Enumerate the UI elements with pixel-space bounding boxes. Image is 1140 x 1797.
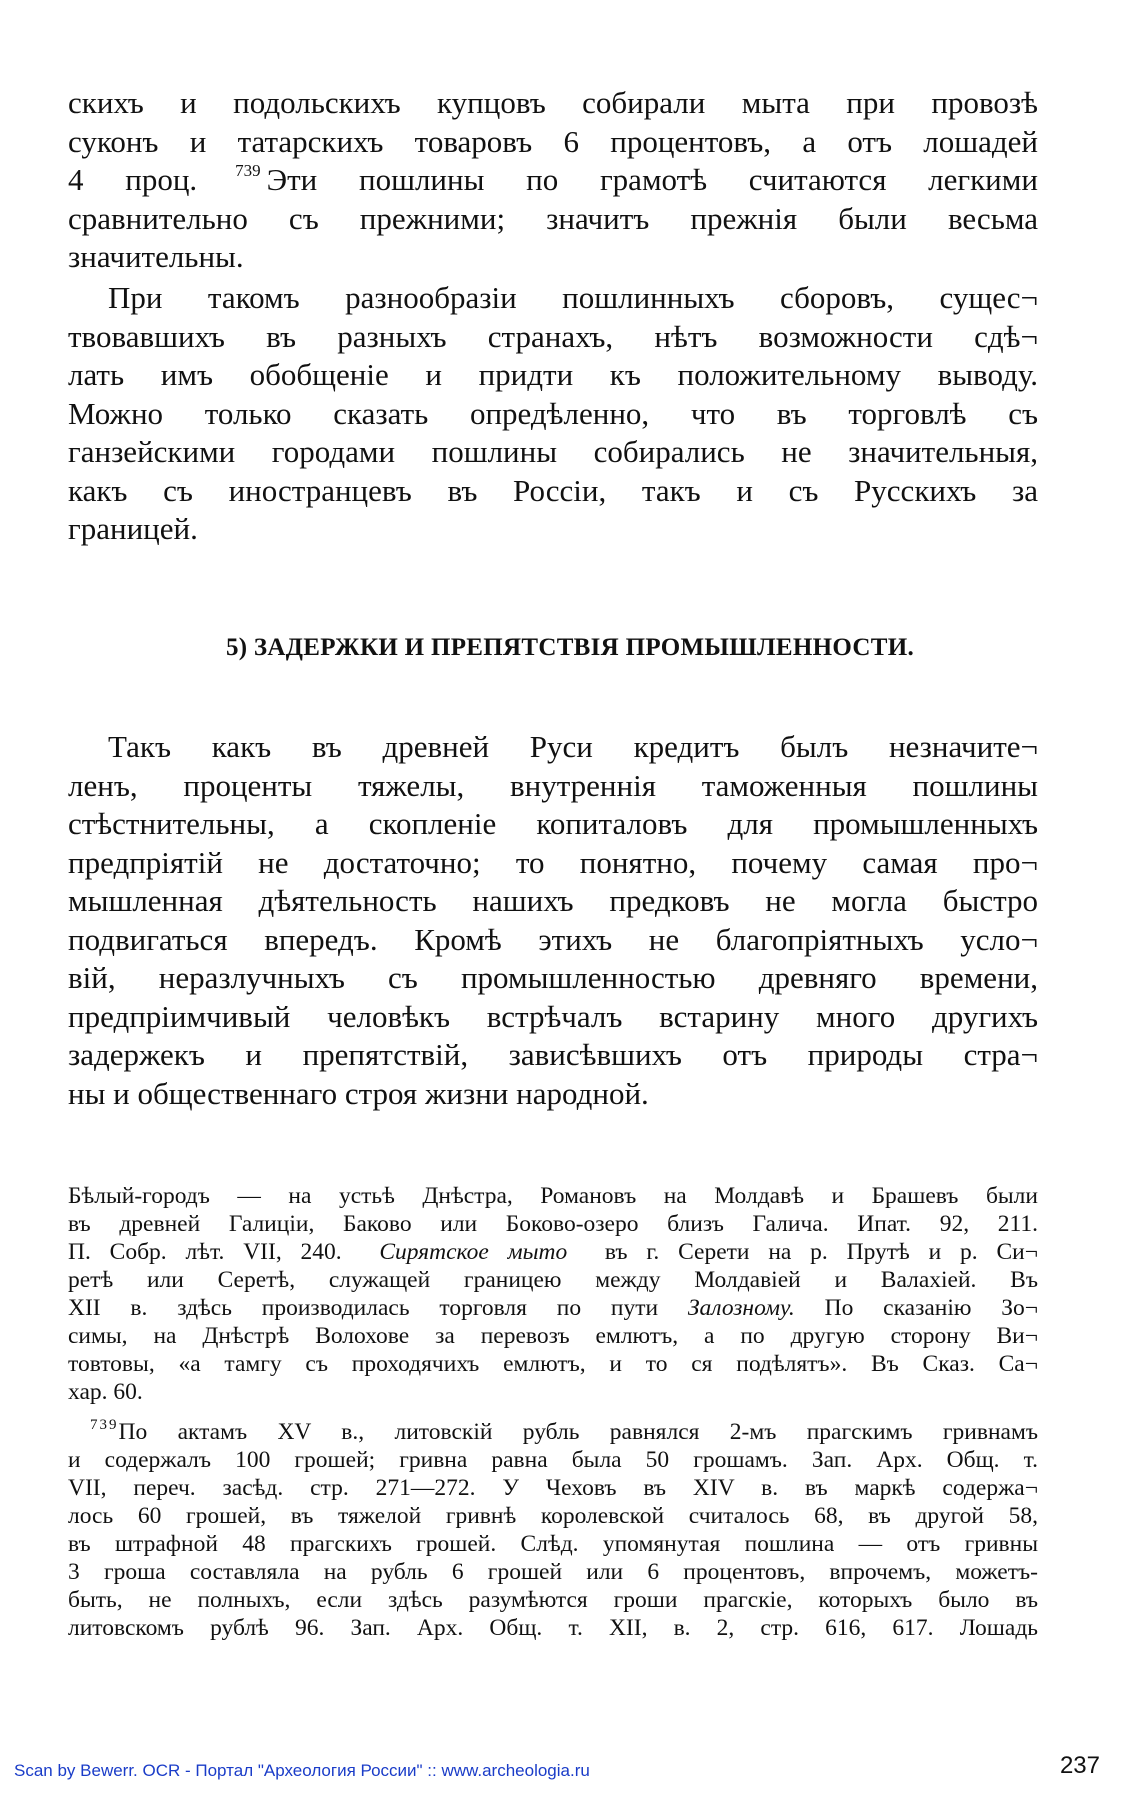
- text-segment: По сказанію Зо¬: [824, 1295, 1039, 1321]
- text-line: При такомъ разнообразіи пошлинныхъ сборовъ, сущес¬: [108, 280, 1038, 315]
- footnote-line: и содержалъ 100 грошей; гривна равна была 50 грошамъ. Зап. Арх. Общ. т.: [68, 1447, 1038, 1473]
- text-line: стѣстнительны, а скопленіе копиталовъ для промышленныхъ: [68, 806, 1038, 841]
- text-line: [68, 161, 1038, 200]
- text-line: суконъ и татарскихъ товаровъ 6 процентовъ, а отъ лошадей: [68, 123, 1038, 159]
- text-line: предпріятій не достаточно; то понятно, почему самая про¬: [68, 844, 1038, 880]
- text-line: значительны.: [68, 239, 244, 274]
- text-segment: По актамъ XV в., литовскій рубль равнялся 2-мъ прагскимъ гривнамъ: [118, 1419, 1038, 1445]
- italic-term: Залозному.: [687, 1295, 795, 1321]
- footnote-line: ретѣ или Серетѣ, служащей границею между Молдавіей и Валахіей. Въ: [68, 1267, 1038, 1293]
- text-line: подвигаться впередъ. Кромѣ этихъ не благопріятныхъ усло¬: [68, 921, 1038, 957]
- footnote-738: [68, 1182, 1038, 1406]
- text-line: твовавшихъ въ разныхъ странахъ, нѣтъ возможности сдѣ¬: [68, 318, 1038, 354]
- text-segment: Эти пошлины по грамотѣ считаются легкими: [266, 162, 1038, 197]
- text-line: границей.: [68, 511, 198, 546]
- paragraph: [68, 279, 1038, 549]
- text-line: вій, неразлучныхъ съ промышленностью древняго времени,: [68, 960, 1038, 995]
- paragraph: [68, 728, 1038, 1113]
- footnote-line: симы, на Днѣстрѣ Волохове за перевозъ емлютъ, а по другую сторону Ви¬: [68, 1323, 1038, 1349]
- text-line: лать имъ обобщеніе и придти къ положительному выводу.: [68, 357, 1038, 392]
- text-line: сравнительно съ прежними; значитъ прежнія были весьма: [68, 200, 1038, 236]
- text-segment: въ г. Серети на р. Прутѣ и р. Си¬: [604, 1239, 1038, 1265]
- text-line: Такъ какъ въ древней Руси кредитъ былъ незначите¬: [108, 729, 1038, 764]
- footnote-line: Бѣлый-городъ — на устьѣ Днѣстра, Романовъ на Молдавѣ и Брашевъ были: [68, 1183, 1038, 1209]
- footnote-line: быть, не полныхъ, если здѣсь разумѣются гроши прагскіе, которыхъ было въ: [68, 1587, 1038, 1613]
- page-number: 237: [1059, 1752, 1100, 1779]
- text-line: ганзейскими городами пошлины собирались не значительныя,: [68, 434, 1038, 469]
- text-line: Можно только сказать опредѣленно, что въ торговлѣ съ: [68, 395, 1038, 431]
- paragraph-continuation: [68, 84, 1038, 277]
- text-segment: XII в. здѣсь производилась торговля по пути: [68, 1295, 659, 1321]
- text-segment: П. Собр. лѣт. VII, 240.: [68, 1239, 342, 1265]
- footnote-line: [68, 1418, 1038, 1446]
- footnote-marker: 739: [90, 1417, 119, 1433]
- footnote-line: 3 гроша составляла на рубль 6 грошей или 6 процентовъ, впрочемъ, можетъ-: [68, 1559, 1038, 1585]
- italic-term: Сирятское мыто: [379, 1239, 568, 1265]
- footnote-739: [68, 1418, 1038, 1642]
- text-line: ленъ, проценты тяжелы, внутреннія таможенныя пошлины: [68, 767, 1038, 803]
- text-line: предпріимчивый человѣкъ встрѣчалъ встарину много другихъ: [68, 998, 1038, 1034]
- text-line: задержекъ и препятствій, зависѣвшихъ отъ природы стра¬: [68, 1037, 1038, 1072]
- footnote-ref-739: 739: [235, 161, 261, 180]
- footnote-line: въ штрафной 48 прагскихъ грошей. Слѣд. упомянутая пошлина — отъ гривны: [68, 1531, 1038, 1557]
- section-heading: 5) ЗАДЕРЖКИ И ПРЕПЯТСТВІЯ ПРОМЫШЛЕННОСТИ.: [225, 634, 915, 661]
- footnote-line: товтовы, «а тамгу съ проходячихъ емлютъ, и то ся подѣлятъ». Въ Сказ. Са¬: [68, 1351, 1038, 1377]
- text-line: скихъ и подольскихъ купцовъ собирали мыта при провозѣ: [68, 85, 1038, 120]
- footnote-line: [68, 1294, 1038, 1322]
- text-line: какъ съ иностранцевъ въ Россіи, такъ и съ Русскихъ за: [68, 472, 1038, 508]
- footnote-line: литовскомъ рублѣ 96. Зап. Арх. Общ. т. XII, в. 2, стр. 616, 617. Лошадь: [68, 1615, 1038, 1641]
- footnote-line: хар. 60.: [68, 1379, 143, 1405]
- text-line: мышленная дѣятельность нашихъ предковъ не могла быстро: [68, 883, 1038, 918]
- footnote-line: въ древней Галиціи, Баково или Боково-озеро близъ Галича. Ипат. 92, 211.: [68, 1211, 1038, 1237]
- text-segment: 4 проц.: [68, 162, 198, 197]
- footnote-line: VII, переч. засѣд. стр. 271—272. У Чеховъ въ XIV в. въ маркѣ содержа¬: [68, 1475, 1038, 1501]
- footnote-line: [68, 1238, 1038, 1266]
- text-line: ны и общественнаго строя жизни народной.: [68, 1075, 649, 1111]
- scan-credit-link[interactable]: Scan by Bewerr. OCR - Портал "Археология России" :: www.archeologia.ru: [14, 1761, 590, 1780]
- footnote-line: лось 60 грошей, въ тяжелой гривнѣ королевской считалось 68, въ другой 58,: [68, 1503, 1038, 1529]
